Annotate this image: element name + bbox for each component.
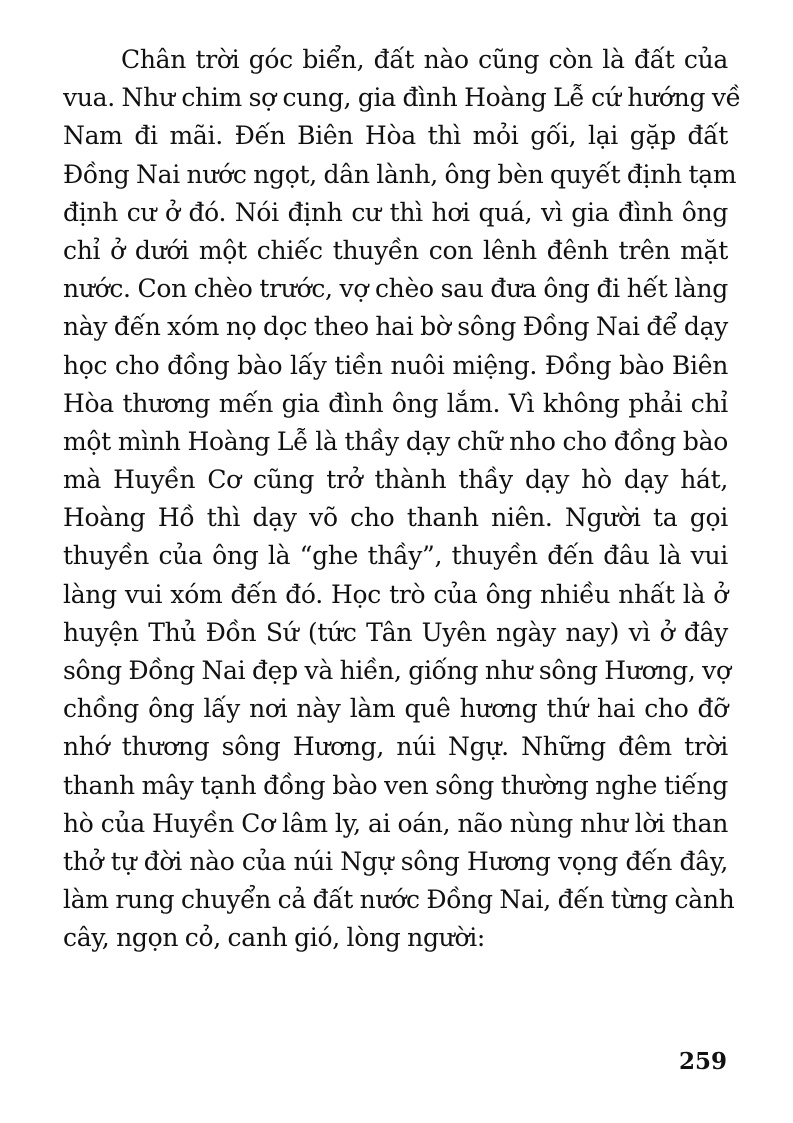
text-line: nước. Con chèo trước, vợ chèo sau đưa ông đi hết làng — [63, 274, 728, 304]
text-line: Đồng Nai nước ngọt, dân lành, ông bèn quyết định tạm — [63, 159, 737, 189]
text-line: định cư ở đó. Nói định cư thì hơi quá, vì gia đình ông — [63, 197, 728, 227]
text-line: một mình Hoàng Lễ là thầy dạy chữ nho cho đồng bào — [63, 426, 728, 456]
text-line: mà Huyền Cơ cũng trở thành thầy dạy hò dạy hát, — [63, 465, 728, 495]
body-paragraph — [63, 41, 741, 958]
text-line: này đến xóm nọ dọc theo hai bờ sông Đồng Nai để dạy — [63, 312, 728, 342]
text-line: hò của Huyền Cơ lâm ly, ai oán, não nùng như lời than — [63, 808, 728, 838]
text-line: chồng ông lấy nơi này làm quê hương thứ hai cho đỡ — [63, 694, 728, 724]
text-line: Hòa thương mến gia đình ông lắm. Vì không phải chỉ — [63, 388, 728, 418]
text-line: Chân trời góc biển, đất nào cũng còn là đất của — [121, 45, 728, 74]
text-line: học cho đồng bào lấy tiền nuôi miệng. Đồng bào Biên — [63, 350, 728, 380]
text-line: Nam đi mãi. Đến Biên Hòa thì mỏi gối, lại gặp đất — [63, 121, 728, 151]
text-line: vua. Như chim sợ cung, gia đình Hoàng Lễ cứ hướng về — [63, 83, 741, 113]
text-line: làm rung chuyển cả đất nước Đồng Nai, đến từng cành — [63, 885, 735, 915]
text-line: thuyền của ông là “ghe thầy”, thuyền đến đâu là vui — [63, 541, 728, 571]
text-line: Hoàng Hồ thì dạy võ cho thanh niên. Người ta gọi — [63, 503, 728, 533]
text-line: huyện Thủ Đồn Sứ (tức Tân Uyên ngày nay) vì ở đây — [63, 617, 728, 647]
page-number: 259 — [678, 1048, 727, 1075]
text-line: sông Đồng Nai đẹp và hiền, giống như sông Hương, vợ — [63, 656, 731, 685]
text-line: chỉ ở dưới một chiếc thuyền con lênh đênh trên mặt — [63, 235, 728, 265]
text-line: thở tự đời nào của núi Ngự sông Hương vọng đến đây, — [63, 846, 728, 876]
text-line: cây, ngọn cỏ, canh gió, lòng người: — [63, 923, 486, 953]
text-line: nhớ thương sông Hương, núi Ngự. Những đêm trời — [63, 732, 728, 762]
text-line: làng vui xóm đến đó. Học trò của ông nhiều nhất là ở — [63, 579, 728, 609]
text-line: thanh mây tạnh đồng bào ven sông thường nghe tiếng — [63, 770, 728, 800]
